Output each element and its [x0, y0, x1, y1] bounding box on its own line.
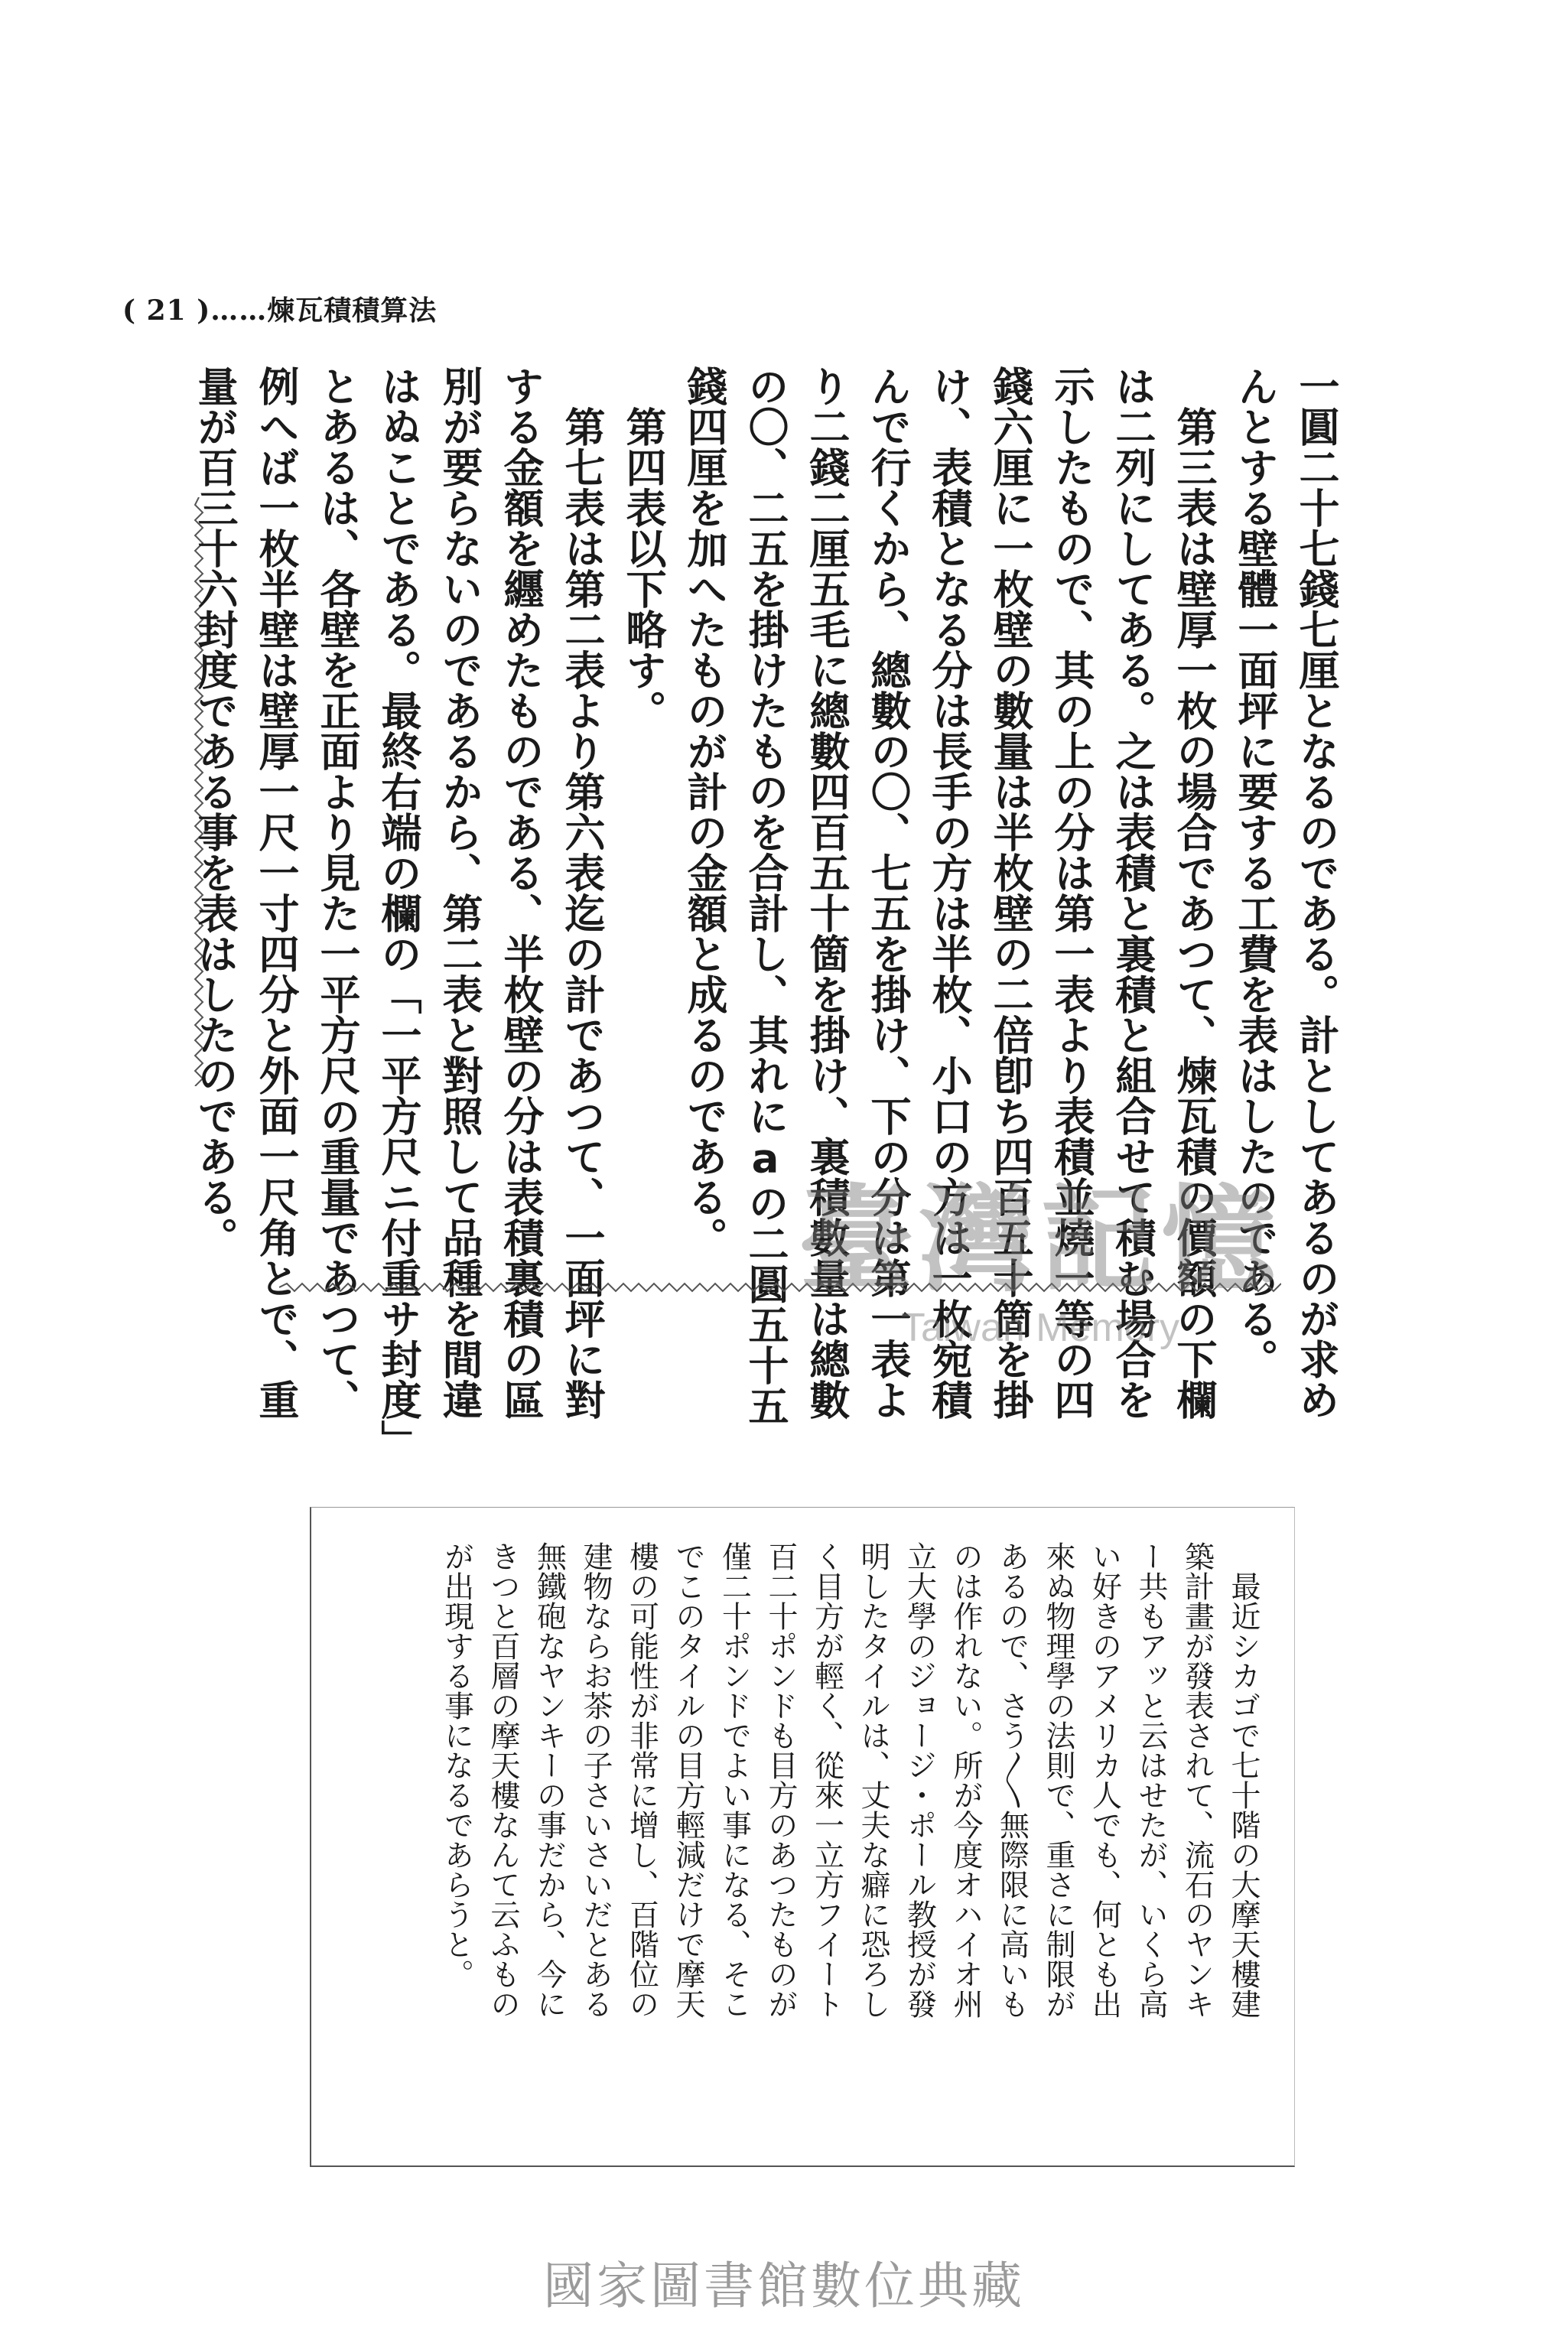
news-note-text: [433, 1541, 1266, 2138]
text-column: 錢四厘を加へたものが計の金額と成るのである。: [681, 366, 727, 1258]
text-column: はぬことである。最終右端の欄の「一平方尺ニ付重サ封度」: [375, 366, 421, 1460]
note-column: のは作れない。所が今度オハイオ州: [948, 1541, 983, 2019]
text-column: とあるは、各壁を正面より見た一平方尺の重量であつて、: [314, 366, 360, 1420]
note-column: い好きのアメリカ人でも、何とも出: [1087, 1541, 1122, 2019]
note-column: きつと百層の摩天樓なんて云ふもの: [486, 1541, 520, 2019]
note-column: 建物ならお茶の子さいさいだとある: [578, 1541, 613, 2019]
watermark-chinese: 臺灣記憶: [798, 1174, 1282, 1307]
note-column: 明したタイルは、丈夫な癖に恐ろし: [856, 1541, 890, 2019]
note-column: 築計畫が發表されて、流石のヤンキ: [1179, 1541, 1215, 2019]
text-column: する金額を纒めたものである、半枚壁の分は表積裏積の區: [497, 366, 544, 1420]
note-column: 僅二十ポンドでよい事になる、そこ: [717, 1541, 752, 2019]
text-column: 示したもので、其の上の分は第一表より表積並燒一等の四: [1048, 366, 1095, 1420]
text-column: り二錢二厘五毛に總數四百五十箇を掛け、裏積數量は總數: [803, 366, 850, 1420]
watermark-english: Taiwan Memory: [900, 1306, 1180, 1350]
note-column: が出現する事になるであらうと。: [439, 1541, 474, 1989]
note-column: く目方が輕く、從來一立方フイート: [809, 1541, 844, 2019]
note-column: 樓の可能性が非常に增し、百階位の: [624, 1541, 659, 2019]
note-column: 無鐵砲なヤンキーの事だから、今に: [532, 1541, 567, 2019]
text-column: は二列にしてある。之は表積と裏積と組合せて積む場合を: [1109, 366, 1156, 1420]
horizontal-wavy-divider: [279, 1281, 1281, 1293]
text-column: 量が百三十六封度である事を表はしたのである。: [191, 366, 238, 1258]
text-column: んで行くから、總數の〇、七五を掛け、下の分は第一表よ: [864, 366, 911, 1420]
note-column: 最近シカゴで七十階の大摩天樓建: [1226, 1541, 1261, 2019]
footer-collection-label: 國家圖書館數位典藏: [543, 2257, 1025, 2315]
text-column: け、表積となる分は長手の方は半枚、小口の方は一枚宛積: [926, 366, 972, 1420]
text-column: 第四表以下略す。: [620, 366, 666, 730]
note-column: 來ぬ物理學の法則で、重さに制限が: [1041, 1541, 1075, 2019]
note-column: 百二十ポンドも目方のあつたものが: [763, 1541, 798, 2019]
page-header: ( 21 )……煉瓦積積算法: [122, 294, 438, 327]
text-column: 例へば一枚半壁は壁厚一尺一寸四分と外面一尺角とで、重: [252, 366, 299, 1420]
text-column: 錢六厘に一枚壁の數量は半枚壁の二倍卽ち四百五十箇を掛: [987, 366, 1033, 1420]
note-column: でこのタイルの目方輕減だけで摩天: [671, 1541, 705, 2019]
note-column: ー共もアッと云はせたが、いくら高: [1134, 1541, 1168, 2019]
text-column: の〇、二五を掛けたものを合計し、其れにaの二圓五十五: [742, 366, 789, 1426]
text-column: 第七表は第二表より第六表迄の計であつて、一面坪に對: [558, 366, 605, 1420]
note-column: あるので、さう〳〵無際限に高いも: [994, 1541, 1030, 2019]
text-column: んとする壁體一面坪に要する工費を表はしたのである。: [1231, 366, 1278, 1379]
note-column: 立大學のジョージ・ポール教授が發: [902, 1541, 937, 2019]
text-column: 第三表は壁厚一枚の場合であつて、煉瓦積の價額の下欄: [1170, 366, 1217, 1420]
text-column: 別が要らないのであるから、第二表と對照して品種を間違: [436, 366, 483, 1420]
text-column: 一圓二十七錢七厘となるのである。計としてあるのが求め: [1293, 366, 1339, 1420]
